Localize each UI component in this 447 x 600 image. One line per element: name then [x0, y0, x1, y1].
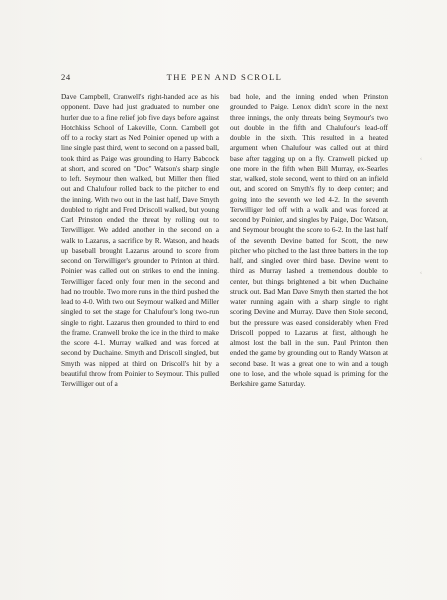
column-right-text: bad hole, and the inning ended when Prinston grounded to Paige. Lenox didn't score in the next three innings, the only threats being Seymour's two out double in the fifth and Chalufour's lead-off double in the sixth. This resulted in a heated argument when Chalufour was called out at third base after tagging up on a fly. Cranwell picked up one more in the fifth when Bill Murray, ex-Searles star, walked, stole second, went to third on an infield out, and scored on Smyth's fly to deep center; and going into the seventh we led 4-2. In the seventh Terwilliger led off with a walk and was forced at second by Poinier, and singles by Paige, Doc Watson, and Seymour brought the score to 6-2. In the last half of the seventh Devine batted for Scott, the new pitcher who pitched to the last three batters in the top half, and singled over third base. Devine went to third as Murray lashed a tremendous double to center, but things brightened a bit when Duchaine struck out. Bad Man Dave Smyth then started the hot water running again with a sharp single to right scoring Devine and Murray. Dave then Stole second, but the pressure was eased considerably when Fred Driscoll popped to Lazarus at first, although he almost lost the ball in the sun. Paul Printon then ended the game by grounding out to Randy Watson at second base. It was a great one to win and a tough one to lose, and the whole squad is priming for the Berkshire game Saturday.	[230, 92, 388, 388]
text-column-right	[230, 92, 388, 389]
margin-mark-icon: ‹	[420, 270, 422, 276]
text-column-left	[61, 92, 219, 389]
page-number: 24	[61, 72, 71, 82]
page-header	[61, 72, 388, 84]
column-left-text: Dave Campbell, Cranwell's right-handed ace as his opponent. Dave had just graduated to number one hurler due to a fine relief job five days before against Hotchkiss School of Lakeville, Conn. Cambell got off to a rocky start as Ned Poinier opened up with a line single past third, went to second on a passed ball, took third as Paige was grounding to Harry Babcock at short, and scored on "Doc" Watson's sharp single to left. Seymour then walked, but Miller then flied out and Chalufour rolled back to the pitcher to end the inning. With two out in the last half, Dave Smyth doubled to right and Fred Driscoll walked, but young Carl Prinston ended the threat by rolling out to Terwilliger. We added another in the second on a walk to Lazarus, a sacrifice by R. Watson, and heads up baseball brought Lazarus around to score from second on Terwilliger's grounder to Printon at third. Poinier was called out on strikes to end the inning. Terwilliger faced only four men in the second and had no trouble. Two more runs in the third pushed the lead to 4-0. With two out Seymour walked and Miller singled to set the stage for Chalufour's long two-run single to right. Lazarus then grounded to third to end the frame. Cranwell broke the ice in the third to make the score 4-1. Murray walked and was forced at second by Duchaine. Smyth and Driscoll singled, but Smyth was nipped at third on Driscoll's hit by a beautiful throw from Poinier to Seymour. This pulled Terwilliger out of a	[61, 92, 219, 388]
running-title: THE PEN AND SCROLL	[166, 72, 283, 82]
margin-mark-icon: ‹	[420, 156, 422, 162]
